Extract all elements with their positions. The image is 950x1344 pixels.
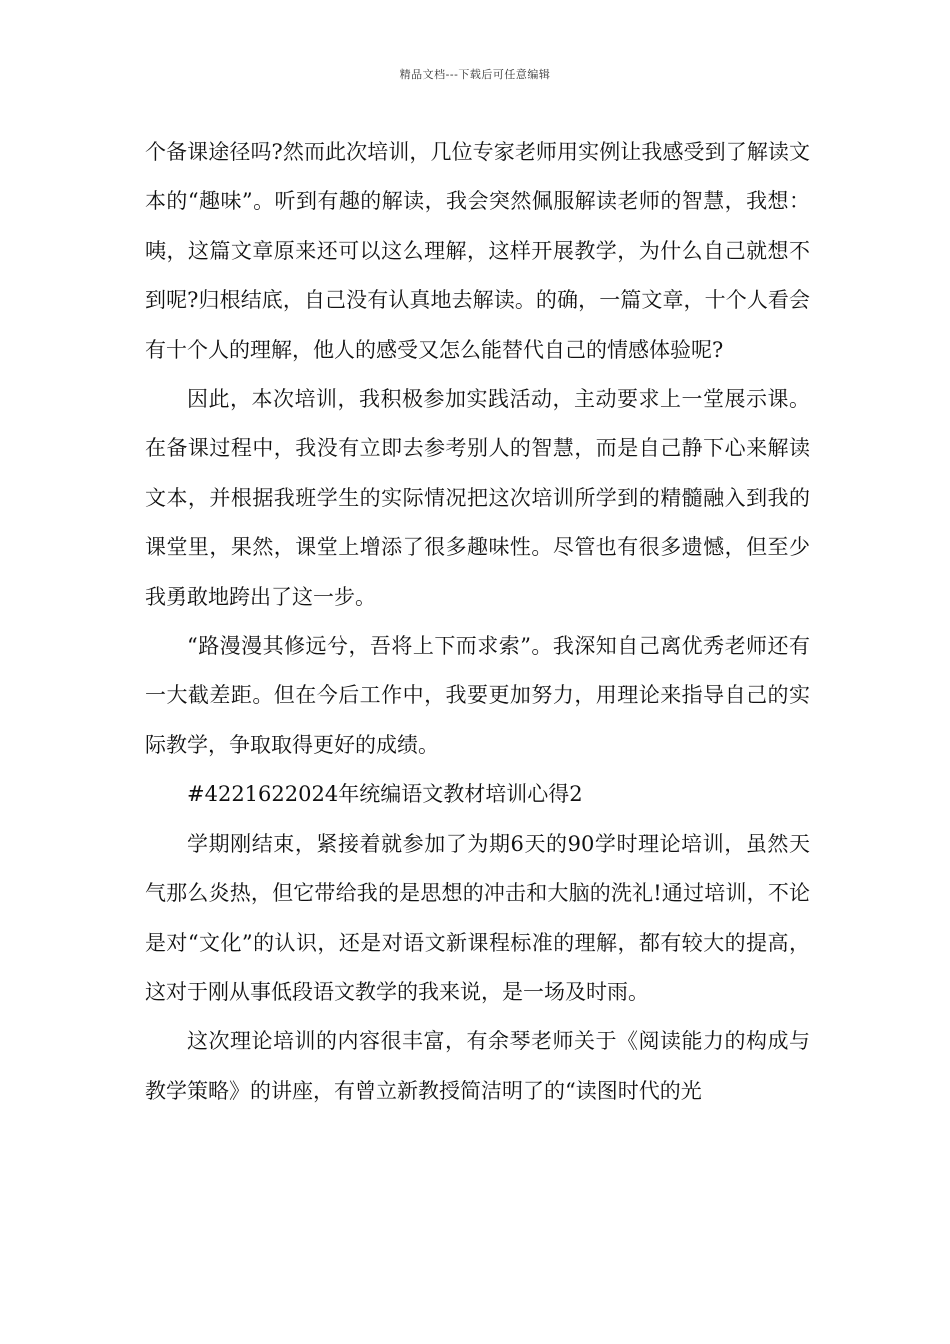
section-heading: #4221622024年统编语文教材培训心得2: [187, 782, 583, 807]
paragraph-3: “路漫漫其修远兮，吾将上下而求索”。我深知自己离优秀老师还有一大截差距。但在今后工作中，我要更加努力，用理论来指导自己的实际教学，争取取得更好的成绩。: [145, 634, 810, 757]
paragraph-5: 这次理论培训的内容很丰富，有余琴老师关于《阅读能力的构成与教学策略》的讲座，有曾立新教授简洁明了的“读图时代的光: [145, 1029, 810, 1103]
paragraph-1: 个备课途径吗?然而此次培训，几位专家老师用实例让我感受到了解读文本的“趣味”。听到有趣的解读，我会突然佩服解读老师的智慧，我想：咦，这篇文章原来还可以这么理解，这样开展教学，为什么自己就想不到呢?归根结底，自己没有认真地去解读。的确，一篇文章，十个人看会有十个人的理解，他人的感受又怎么能替代自己的情感体验呢?: [145, 140, 810, 362]
paragraph-2: 因此，本次培训，我积极参加实践活动，主动要求上一堂展示课。在备课过程中，我没有立即去参考别人的智慧，而是自己静下心来解读文本，并根据我班学生的实际情况把这次培训所学到的精髓融入到我的课堂里，果然，课堂上增添了很多趣味性。尽管也有很多遗憾，但至少我勇敢地跨出了这一步。: [145, 387, 810, 609]
document-body: [145, 128, 810, 1116]
paragraph-4: 学期刚结束，紧接着就参加了为期6天的90学时理论培训，虽然天气那么炎热，但它带给我的是思想的冲击和大脑的洗礼!通过培训，不论是对“文化”的认识，还是对语文新课程标准的理解，都有较大的提高，这对于刚从事低段语文教学的我来说，是一场及时雨。: [145, 831, 810, 1004]
page-header: 精品文档---下载后可任意编辑: [399, 68, 551, 81]
